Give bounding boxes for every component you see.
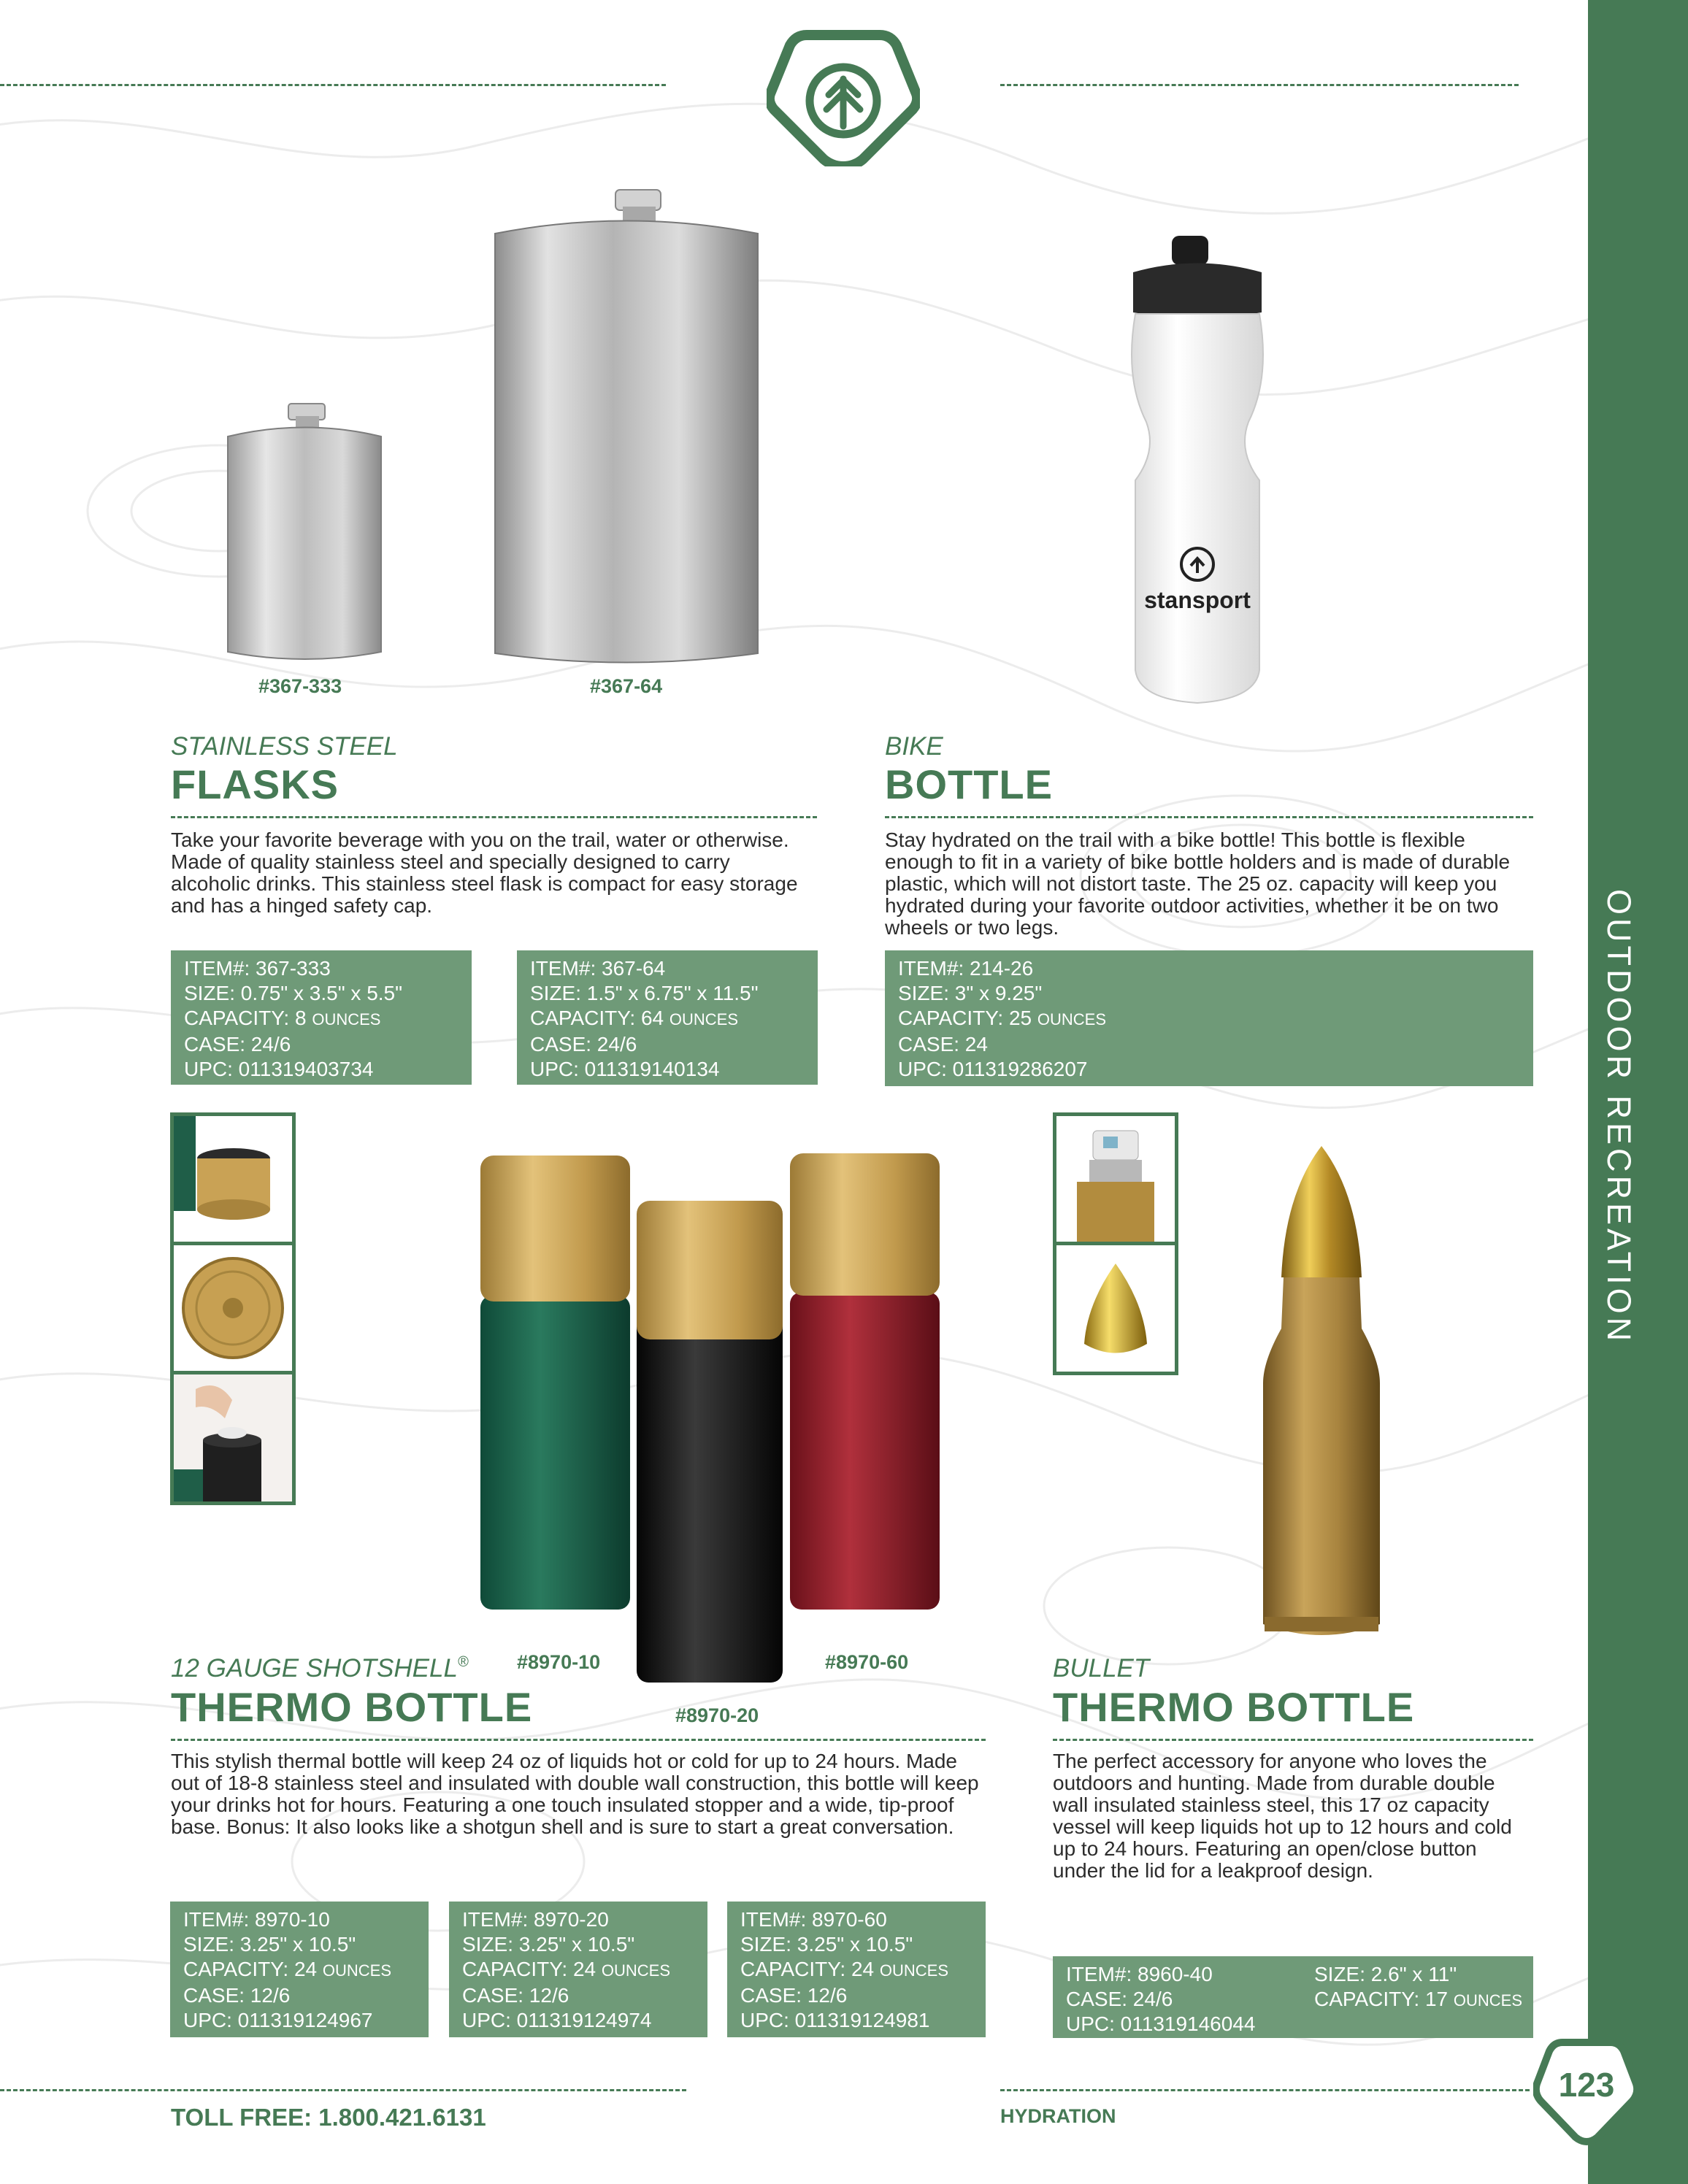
thumb-bullet-stopper bbox=[1056, 1116, 1175, 1242]
spec-case: CASE: 24/6 bbox=[530, 1033, 637, 1056]
spec-upc: UPC: 011319286207 bbox=[898, 1058, 1088, 1080]
bullet-description: The perfect accessory for anyone who loves the outdoors and hunting. Made from durable double wall insulated stainless steel, this 17 oz capacity vessel will keep liquids hot up to 12 hours and cold up to 24 hours. Featuring an open/close button under the lid for a leakproof design. bbox=[1053, 1750, 1512, 1882]
bike-eyebrow: BIKE bbox=[885, 732, 943, 761]
page-number-badge bbox=[1533, 2037, 1640, 2146]
flask-large-caption: #367-64 bbox=[590, 675, 663, 697]
thumb-shotshell-cap bbox=[174, 1116, 292, 1242]
arrow-tree-icon bbox=[767, 28, 920, 166]
spec-size: SIZE: 0.75" x 3.5" x 5.5" bbox=[184, 982, 403, 1004]
spec-item: ITEM#: 8960-40 bbox=[1066, 1963, 1213, 1985]
flasks-description: Take your favorite beverage with you on the trail, water or otherwise. Made of quality stainless steel and specially designed to carry alcoholic drinks. This stainless steel flask is compact for easy storage and has a hinged safety cap. bbox=[171, 828, 798, 917]
spec-capacity-value: CAPACITY: 64 bbox=[530, 1007, 664, 1029]
spec-upc: UPC: 011319146044 bbox=[1066, 2012, 1256, 2035]
shotshell-bottles-image bbox=[475, 1150, 949, 1690]
spec-capacity bbox=[183, 1957, 415, 1983]
registered-mark: ® bbox=[457, 1654, 469, 1670]
bike-bottle-brand: stansport bbox=[1144, 587, 1251, 613]
spec-item: ITEM#: 214-26 bbox=[898, 957, 1034, 980]
spec-capacity bbox=[1314, 1987, 1522, 2013]
shotshell-eyebrow-text: 12 GAUGE SHOTSHELL bbox=[171, 1654, 458, 1683]
toll-free-number: TOLL FREE: 1.800.421.6131 bbox=[171, 2104, 486, 2131]
shotshell-description: This stylish thermal bottle will keep 24 oz of liquids hot or cold for up to 24 hours. Made out of 18-8 stainless steel and insulated with double wall construction, this bottle will keep your drinks hot for hours. Featuring a one touch insulated stopper and a wide, tip-proof base. Bonus: It also looks like a shotgun shell and is sure to start a great conversation. bbox=[171, 1750, 979, 1838]
spec-size: SIZE: 1.5" x 6.75" x 11.5" bbox=[530, 982, 759, 1004]
footer-divider-right bbox=[1000, 2089, 1530, 2091]
spec-box-8970-60 bbox=[727, 1902, 986, 2037]
footer-section-label: HYDRATION bbox=[1000, 2105, 1116, 2127]
bullet-eyebrow: BULLET bbox=[1053, 1654, 1150, 1683]
flask-small-image bbox=[219, 400, 391, 663]
spec-case: CASE: 12/6 bbox=[740, 1984, 848, 2007]
spec-size: SIZE: 3.25" x 10.5" bbox=[462, 1933, 635, 1956]
bullet-bottle-image bbox=[1256, 1142, 1387, 1646]
flasks-title: FLASKS bbox=[171, 761, 339, 807]
spec-upc: UPC: 011319124981 bbox=[740, 2009, 930, 2031]
spec-box-214-26 bbox=[885, 950, 1533, 1086]
spec-capacity-value: CAPACITY: 24 bbox=[462, 1958, 596, 1980]
shotshell-detail-thumbnails bbox=[170, 1112, 296, 1505]
thumb-shotshell-head bbox=[174, 1245, 292, 1371]
spec-box-8960-40 bbox=[1053, 1956, 1533, 2038]
spec-capacity bbox=[462, 1957, 694, 1983]
spec-capacity-value: CAPACITY: 17 bbox=[1314, 1988, 1449, 2010]
thumb-shotshell-stopper bbox=[174, 1374, 292, 1502]
spec-item: ITEM#: 8970-60 bbox=[740, 1908, 887, 1931]
flasks-divider bbox=[171, 816, 817, 818]
spec-capacity-unit: OUNCES bbox=[1037, 1010, 1107, 1028]
spec-capacity bbox=[530, 1006, 805, 1032]
spec-case: CASE: 12/6 bbox=[462, 1984, 569, 2007]
spec-capacity-value: CAPACITY: 24 bbox=[183, 1958, 318, 1980]
spec-capacity bbox=[184, 1006, 459, 1032]
spec-case: CASE: 12/6 bbox=[183, 1984, 291, 2007]
spec-box-367-333 bbox=[171, 950, 472, 1085]
bullet-detail-thumbnails bbox=[1053, 1112, 1178, 1375]
spec-capacity-value: CAPACITY: 24 bbox=[740, 1958, 875, 1980]
spec-upc: UPC: 011319140134 bbox=[530, 1058, 720, 1080]
spec-box-8970-20 bbox=[449, 1902, 707, 2037]
spec-capacity bbox=[898, 1006, 1520, 1032]
spec-capacity-unit: OUNCES bbox=[879, 1961, 949, 1980]
section-side-label: OUTDOOR RECREATION bbox=[1600, 889, 1638, 1345]
spec-box-367-64 bbox=[517, 950, 818, 1085]
spec-size: SIZE: 3.25" x 10.5" bbox=[183, 1933, 356, 1956]
footer-divider-left bbox=[0, 2089, 686, 2091]
spec-capacity-unit: OUNCES bbox=[1453, 1991, 1523, 2010]
spec-capacity-value: CAPACITY: 25 bbox=[898, 1007, 1032, 1029]
shotshell-divider bbox=[171, 1739, 986, 1741]
spec-item: ITEM#: 8970-20 bbox=[462, 1908, 609, 1931]
page-number: 123 bbox=[1558, 2066, 1615, 2104]
bike-title: BOTTLE bbox=[885, 761, 1053, 807]
bullet-divider bbox=[1053, 1739, 1533, 1741]
shotshell-red-caption: #8970-60 bbox=[825, 1651, 909, 1673]
bullet-title: THERMO BOTTLE bbox=[1053, 1684, 1415, 1730]
spec-box-8970-10 bbox=[170, 1902, 429, 2037]
spec-case: CASE: 24/6 bbox=[184, 1033, 291, 1056]
spec-capacity-unit: OUNCES bbox=[322, 1961, 392, 1980]
header-divider-right bbox=[1000, 84, 1519, 86]
spec-capacity-unit: OUNCES bbox=[601, 1961, 671, 1980]
spec-case: CASE: 24 bbox=[898, 1033, 988, 1056]
bike-divider bbox=[885, 816, 1533, 818]
side-bar bbox=[1588, 0, 1688, 2184]
shotshell-eyebrow bbox=[171, 1654, 469, 1683]
spec-upc: UPC: 011319124974 bbox=[462, 2009, 652, 2031]
shotshell-title: THERMO BOTTLE bbox=[171, 1684, 533, 1730]
spec-item: ITEM#: 8970-10 bbox=[183, 1908, 330, 1931]
bike-description: Stay hydrated on the trail with a bike bottle! This bottle is flexible enough to fit in a variety of bike bottle holders and is made of durable plastic, which will not distort taste. The 25 oz. capacity will keep you hydrated during your favorite outdoor activities, whether it be on two wheels or two legs. bbox=[885, 828, 1511, 939]
flask-small-caption: #367-333 bbox=[258, 675, 342, 697]
spec-size: SIZE: 3" x 9.25" bbox=[898, 982, 1043, 1004]
spec-upc: UPC: 011319403734 bbox=[184, 1058, 374, 1080]
spec-item: ITEM#: 367-333 bbox=[184, 957, 331, 980]
shotshell-black-caption: #8970-20 bbox=[675, 1704, 759, 1726]
spec-capacity bbox=[740, 1957, 972, 1983]
flask-large-image bbox=[488, 186, 765, 668]
flasks-eyebrow: STAINLESS STEEL bbox=[171, 732, 398, 761]
spec-capacity-unit: OUNCES bbox=[669, 1010, 739, 1028]
spec-capacity-value: CAPACITY: 8 bbox=[184, 1007, 307, 1029]
spec-upc: UPC: 011319124967 bbox=[183, 2009, 373, 2031]
thumb-bullet-tip bbox=[1056, 1245, 1175, 1372]
spec-capacity-unit: OUNCES bbox=[312, 1010, 381, 1028]
spec-size: SIZE: 3.25" x 10.5" bbox=[740, 1933, 913, 1956]
header-divider-left bbox=[0, 84, 666, 86]
spec-item: ITEM#: 367-64 bbox=[530, 957, 666, 980]
spec-case: CASE: 24/6 bbox=[1066, 1988, 1173, 2010]
spec-size: SIZE: 2.6" x 11" bbox=[1314, 1963, 1457, 1985]
bike-bottle-image bbox=[1117, 232, 1278, 707]
shotshell-green-caption: #8970-10 bbox=[517, 1651, 601, 1673]
